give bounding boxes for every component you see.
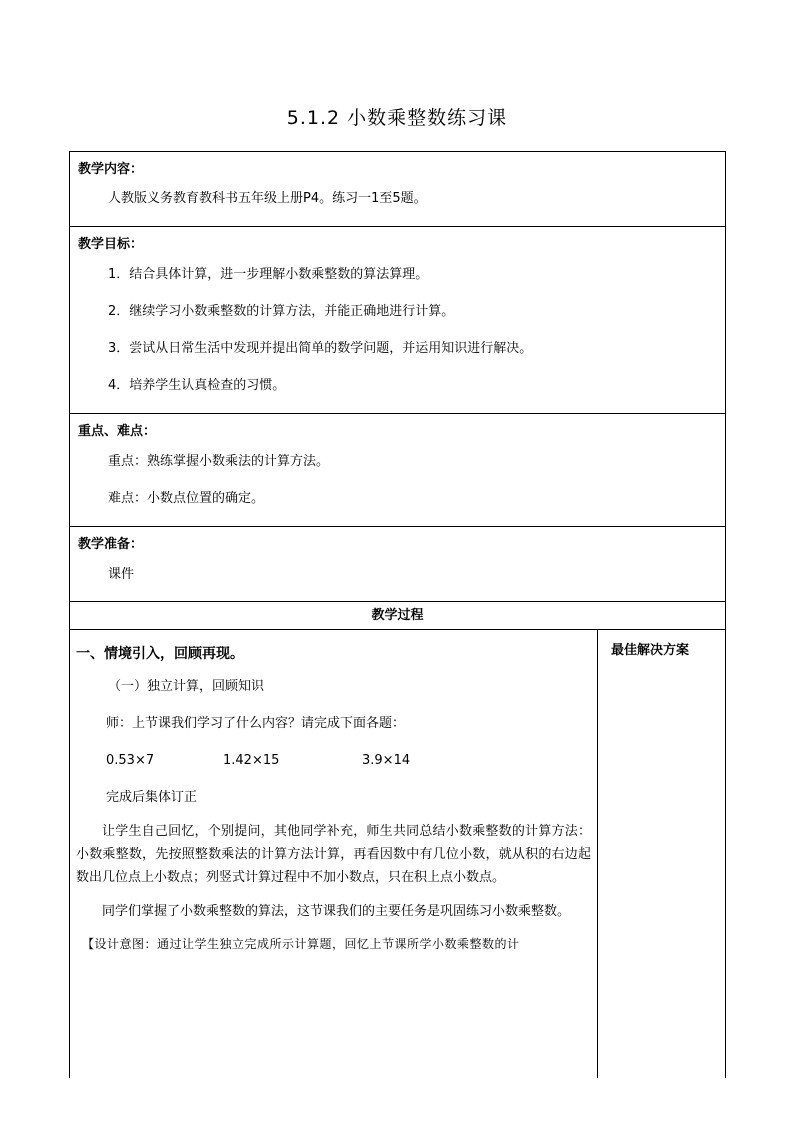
- sub-heading: （一）独立计算，回顾知识: [108, 679, 265, 694]
- difficulty-text: 难点：小数点位置的确定。: [108, 491, 265, 506]
- preparation-heading: 教学准备：: [78, 537, 144, 552]
- section-title: 一、情境引入，回顾再现。: [76, 646, 244, 662]
- process-body: [70, 630, 725, 1078]
- calc-item: 3.9×14: [362, 753, 411, 768]
- document-title: 5.1.2 小数乘整数练习课: [286, 107, 508, 129]
- teacher-prompt: 师：上节课我们学习了什么内容？请完成下面各题：: [106, 716, 406, 731]
- calc-item: 0.53×7: [106, 753, 155, 768]
- correction-note: 完成后集体订正: [106, 790, 198, 805]
- key-points-heading: 重点、难点：: [78, 424, 157, 439]
- goals-heading: 教学目标：: [78, 237, 144, 252]
- preparation-section: [70, 527, 725, 602]
- process-main-column: [70, 630, 598, 1078]
- key-points-section: [70, 414, 725, 527]
- summary-paragraph: 让学生自己回忆，个别提问，其他同学补充，师生共同总结小数乘整数的计算方法：小数乘整数，先按照整数乘法的计算方法计算，再看因数中有几位小数，就从积的右边起数出几位点上小数点；列竖式计算过程中不加小数点，只在积上点小数点。: [76, 824, 591, 885]
- key-point-text: 重点：熟练掌握小数乘法的计算方法。: [108, 454, 330, 469]
- design-intent: 【设计意图：通过让学生独立完成所示计算题，回忆上节课所学小数乘整数的计: [82, 937, 520, 951]
- goal-item: 1．结合具体计算，进一步理解小数乘整数的算法算理。: [108, 267, 429, 282]
- lesson-plan-table: [69, 151, 726, 1078]
- calc-item: 1.42×15: [223, 753, 280, 768]
- goal-item: 3．尝试从日常生活中发现并提出简单的数学问题，并运用知识进行解决。: [108, 341, 533, 356]
- solution-heading: 最佳解决方案: [611, 643, 690, 658]
- content-text: 人教版义务教育教科书五年级上册P4。练习一1至5题。: [108, 191, 427, 206]
- content-section: [70, 152, 725, 227]
- preparation-text: 课件: [108, 567, 135, 582]
- solution-column: [598, 630, 725, 1078]
- process-title: 教学过程: [70, 602, 725, 630]
- goals-section: [70, 227, 725, 414]
- transition-paragraph: 同学们掌握了小数乘整数的算法，这节课我们的主要任务是巩固练习小数乘整数。: [102, 904, 571, 919]
- goal-item: 2．继续学习小数乘整数的计算方法，并能正确地进行计算。: [108, 304, 455, 319]
- calc-exercises: [70, 752, 597, 770]
- content-heading: 教学内容：: [78, 162, 144, 177]
- goal-item: 4．培养学生认真检查的习惯。: [108, 378, 286, 393]
